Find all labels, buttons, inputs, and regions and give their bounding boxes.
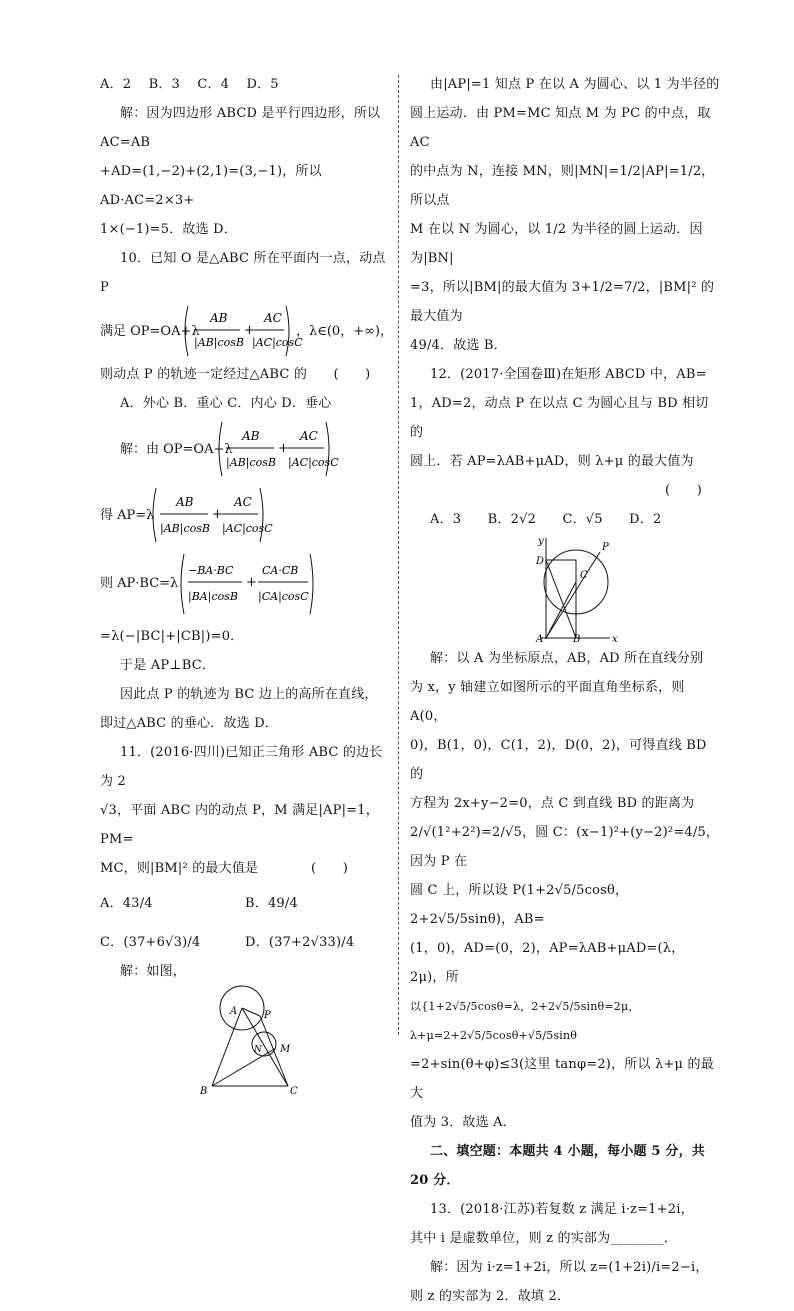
- svg-text:CA·CB: CA·CB: [262, 564, 299, 577]
- svg-text:AB: AB: [176, 495, 194, 509]
- q11-option-b: B．49/4: [245, 896, 298, 911]
- section-2-heading-1: 二、填空题：本题共 4 小题，每小题 5 分，共: [430, 1144, 705, 1159]
- q10-solution-6: 因此点 P 的轨迹为 BC 边上的高所在直线，即过△ABC 的垂心．故选 D．: [100, 687, 378, 731]
- fig12-label-c: C: [580, 570, 588, 581]
- q11-cont-2: 圆上运动．由 PM=MC 知点 M 为 PC 的中点，取 AC: [410, 106, 711, 150]
- svg-text:AB: AB: [242, 429, 260, 443]
- q11-options: [100, 889, 390, 957]
- fig11-label-a: A: [230, 1006, 238, 1017]
- svg-text:+: +: [278, 441, 289, 456]
- q11-cont-1: 由|AP|=1 知点 P 在以 A 为圆心、以 1 为半径的: [430, 77, 720, 92]
- q10-stem-3: 则动点 P 的轨迹一定经过△ABC 的 ( ): [100, 367, 371, 382]
- q10-solution-3: 则 AP·BC=λ −BA·BC |BA|cosB + CA·CB |CA|cosC: [100, 550, 390, 622]
- q10-stem-2a: 满足 OP=OA+λ: [100, 324, 200, 339]
- q9-options: A．2 B．3 C．4 D．5: [100, 77, 279, 92]
- q9-solution-line-3: 1×(−1)=5．故选 D．: [100, 222, 237, 237]
- svg-text:AB: AB: [210, 311, 228, 325]
- q11-option-a: A．43/4: [100, 896, 153, 911]
- fig12-label-d: D: [536, 556, 545, 567]
- q11-stem-1: 11．(2016·四川)已知正三角形 ABC 的边长为 2: [100, 745, 383, 789]
- svg-text:|BA|cosB: |BA|cosB: [188, 590, 238, 603]
- q11-solution-intro: 解：如图，: [120, 964, 187, 979]
- q10-stem-formula: [100, 302, 393, 360]
- q12-stem-3: 圆上．若 AP=λAB+μAD，则 λ+μ 的最大值为: [410, 454, 694, 469]
- q12-sol-3: 0)，B(1，0)，C(1，2)，D(0，2)，可得直线 BD 的: [410, 738, 707, 782]
- q12-sol-5: 2/√(1²+2²)=2/√5，圆 C：(x−1)²+(y−2)²=4/5，因为 P 在: [410, 825, 720, 869]
- q9-solution-line-2: +AD=(1,−2)+(2,1)=(3,−1)，所以 AD·AC=2×3+: [100, 164, 322, 208]
- left-column: [100, 70, 393, 1097]
- q11-cont-3: 的中点为 N，连接 MN，则|MN|=1/2|AP|=1/2，所以点: [410, 164, 715, 208]
- svg-text:|AC|cosC: |AC|cosC: [222, 522, 273, 535]
- svg-text:AC: AC: [300, 429, 318, 443]
- q10-solution-1: 解：由 OP=OA+λ AB |AB|cosB + AC |AC|cosC: [100, 418, 390, 484]
- q11-cont-5: =3，所以|BM|的最大值为 3+1/2=7/2，|BM|² 的最大值为: [410, 280, 715, 324]
- svg-text:|AB|cosB: |AB|cosB: [160, 522, 210, 535]
- q12-sol-9: =2+sin(θ+φ)≤3(这里 tanφ=2)，所以 λ+μ 的最大: [410, 1057, 714, 1101]
- q12-figure: [410, 534, 720, 644]
- q12-sol-6: 圆 C 上，所以设 P(1+2√5/5cosθ，2+2√5/5sinθ)，AB=: [410, 883, 629, 927]
- q11-cont-6: 49/4．故选 B．: [410, 338, 507, 353]
- svg-text:+: +: [244, 323, 255, 338]
- right-column: [410, 70, 720, 1311]
- fig11-label-p: P: [264, 1010, 271, 1021]
- q11-option-d: D．(37+2√33)/4: [245, 935, 355, 950]
- fig11-label-b: B: [200, 1086, 208, 1097]
- q10-solution-2: 得 AP=λ AB |AB|cosB + AC |AC|cosC: [100, 484, 390, 550]
- svg-text:|AC|cosC: |AC|cosC: [288, 456, 339, 469]
- svg-text:|CA|cosC: |CA|cosC: [258, 590, 309, 603]
- q10-solution-4: =λ(−|BC|+|CB|)=0．: [100, 629, 244, 644]
- q11-cont-4: M 在以 N 为圆心，以 1/2 为半径的圆上运动．因为|BN|: [410, 222, 703, 266]
- q12-sol-4: 方程为 2x+y−2=0，点 C 到直线 BD 的距离为: [410, 796, 695, 811]
- q12-options: A．3 B．2√2 C．√5 D．2: [430, 512, 662, 527]
- q11-figure: [100, 986, 390, 1096]
- q13-solution-1: 解：因为 i·z=1+2i，所以 z=(1+2i)/i=2−i，: [430, 1260, 709, 1275]
- q11-option-c: C．(37+6√3)/4: [100, 935, 201, 950]
- q12-sol-8: 以{1+2√5/5cosθ=λ，2+2√5/5sinθ=2μ， λ+μ=2+2√5/5cosθ+√5/5sinθ: [410, 1000, 640, 1042]
- q13-stem-1: 13．(2018·江苏)若复数 z 满足 i·z=1+2i，: [430, 1202, 694, 1217]
- svg-text:+: +: [246, 575, 257, 590]
- svg-text:AC: AC: [234, 495, 252, 509]
- q12-sol-1: 解：以 A 为坐标原点，AB，AD 所在直线分别: [430, 651, 704, 666]
- svg-text:+: +: [212, 507, 223, 522]
- q13-stem-2: 其中 i 是虚数单位，则 z 的实部为________．: [410, 1231, 678, 1246]
- fig11-label-n: N: [254, 1045, 262, 1055]
- fig12-label-a: A: [536, 634, 544, 645]
- svg-text:AC: AC: [264, 311, 282, 325]
- fig11-label-m: M: [280, 1044, 291, 1055]
- q13-solution-2: 则 z 的实部为 2．故填 2．: [410, 1289, 571, 1304]
- q12-sol-7: (1，0)，AD=(0，2)，AP=λAB+μAD=(λ，2μ)，所: [410, 941, 685, 985]
- q10-solution-5: 于是 AP⊥BC．: [120, 658, 216, 673]
- q10-fraction-graphic: [182, 302, 303, 360]
- svg-text:|AC|cosC: |AC|cosC: [252, 336, 303, 349]
- q11-stem-3: MC，则|BM|² 的最大值是 ( ): [100, 861, 348, 876]
- q11-stem-2: √3，平面 ABC 内的动点 P，M 满足|AP|=1，PM=: [100, 803, 379, 847]
- q10-stem-1: 10．已知 O 是△ABC 所在平面内一点，动点 P: [100, 251, 386, 295]
- q10-options: A．外心 B．重心 C．内心 D．垂心: [120, 396, 332, 411]
- fig12-label-p: P: [602, 542, 609, 553]
- q12-paren: ( ): [665, 483, 702, 498]
- svg-text:−BA·BC: −BA·BC: [188, 564, 234, 577]
- column-divider: [398, 75, 399, 1035]
- q12-stem-2: 1，AD=2，动点 P 在以点 C 为圆心且与 BD 相切的: [410, 396, 709, 440]
- svg-text:|AB|cosB: |AB|cosB: [194, 336, 244, 349]
- section-2-heading-2: 20 分．: [410, 1173, 460, 1188]
- q12-sol-2: 为 x，y 轴建立如图所示的平面直角坐标系，则 A(0，: [410, 680, 685, 724]
- svg-text:|AB|cosB: |AB|cosB: [226, 456, 276, 469]
- q10-stem-2b: ，λ∈(0，+∞)，: [296, 324, 393, 339]
- fig12-label-b: B: [573, 634, 581, 645]
- fig11-label-c: C: [290, 1086, 298, 1097]
- fig12-label-y: y: [538, 536, 544, 547]
- q12-sol-10: 值为 3．故选 A．: [410, 1115, 516, 1130]
- q9-solution-line-1: 解：因为四边形 ABCD 是平行四边形，所以 AC=AB: [100, 106, 381, 150]
- fig12-label-x: x: [612, 634, 618, 645]
- q12-stem-1: 12．(2017·全国卷Ⅲ)在矩形 ABCD 中，AB=: [430, 367, 707, 382]
